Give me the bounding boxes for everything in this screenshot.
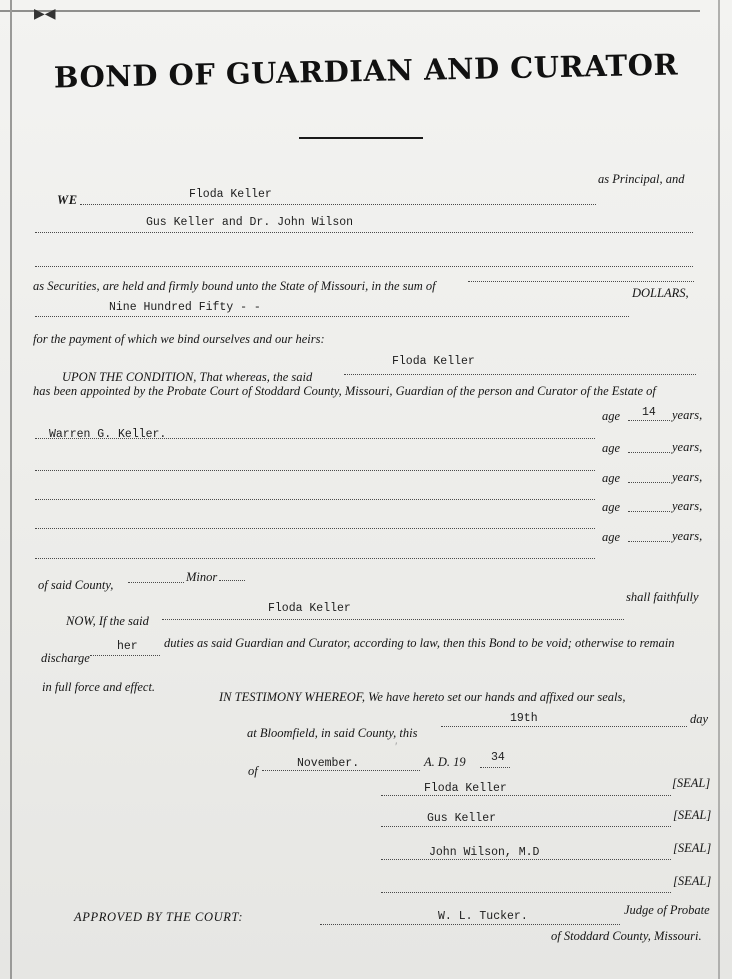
approved-label: APPROVED BY THE COURT: (74, 910, 244, 924)
document-title: BOND OF GUARDIAN AND CURATOR (53, 47, 679, 95)
securities-names: Gus Keller and Dr. John Wilson (146, 216, 354, 229)
month: November. (297, 757, 360, 770)
discharge-label: discharge (41, 651, 90, 665)
of-said-county-label: of said County, (38, 578, 114, 592)
signature-line-4 (381, 892, 671, 893)
minor-line-2 (35, 470, 595, 471)
year-suffix: 34 (491, 751, 505, 764)
duties-clause-text: duties as said Guardian and Curator, according to law, then this Bond to be void; otherwise to remain (164, 636, 675, 650)
page-edge-left (10, 0, 12, 979)
minor-name: Warren G. Keller. (49, 428, 167, 441)
signature-2: Gus Keller (427, 812, 497, 825)
principal-line (80, 204, 596, 205)
age-label-2: age (602, 441, 621, 455)
day-label: day (690, 712, 709, 726)
said-name-line (344, 374, 696, 375)
sum-line-end (468, 281, 694, 282)
seal-label-3: [SEAL] (673, 841, 712, 855)
years-label-4: years, (672, 499, 703, 513)
signature-line-1 (381, 795, 671, 796)
securities-line-1 (35, 232, 693, 233)
corner-arrows-icon: ▶◀ (34, 7, 56, 22)
county-line (128, 582, 184, 583)
page-edge-right (718, 0, 720, 979)
age-label-4: age (602, 500, 621, 514)
judge-line (320, 924, 620, 925)
at-bloomfield-text: at Bloomfield, in said County, this (247, 726, 418, 740)
appointed-text: has been appointed by the Probate Court of Stoddard County, Missouri, Guardian of the person and Curator of the Estate of (33, 384, 656, 398)
age-label-1: age (602, 409, 621, 423)
day-number: 19th (510, 712, 538, 725)
age-line-2 (628, 452, 670, 453)
age-line-3 (628, 482, 670, 483)
month-line (262, 770, 420, 771)
age-line-5 (628, 541, 670, 542)
years-label-5: years, (672, 529, 703, 543)
shall-faithfully-label: shall faithfully (626, 590, 699, 604)
pronoun: her (117, 640, 138, 653)
sum-amount: Nine Hundred Fifty - - (109, 301, 261, 314)
pen-mark: ′ (395, 739, 398, 753)
minor-age: 14 (642, 406, 656, 419)
minor-line-end (219, 580, 245, 581)
judge-name: W. L. Tucker. (438, 910, 528, 923)
years-label-3: years, (672, 470, 703, 484)
pronoun-line (90, 655, 160, 656)
of-stoddard-label: of Stoddard County, Missouri. (551, 929, 702, 943)
years-label-1: years, (672, 408, 703, 422)
age-line-4 (628, 511, 670, 512)
seal-label-2: [SEAL] (673, 808, 712, 822)
ad-year-label: A. D. 19 (424, 755, 466, 769)
minor-line-3 (35, 499, 595, 500)
title-divider (299, 137, 423, 139)
minor-line-4 (35, 528, 595, 529)
now-name: Floda Keller (268, 602, 351, 615)
page-edge-top (0, 10, 700, 12)
minor-line-5 (35, 558, 595, 559)
signature-1: Floda Keller (424, 782, 507, 795)
signature-line-2 (381, 826, 671, 827)
years-label-2: years, (672, 440, 703, 454)
said-name: Floda Keller (392, 355, 475, 368)
judge-of-probate-label: Judge of Probate (624, 903, 710, 917)
for-payment-text: for the payment of which we bind ourselves and our heirs: (33, 332, 325, 346)
age-label-5: age (602, 530, 621, 544)
now-name-line (162, 619, 624, 620)
day-line (441, 726, 687, 727)
as-principal-label: as Principal, and (598, 172, 685, 186)
year-line (480, 767, 510, 768)
full-force-text: in full force and effect. (42, 680, 156, 694)
seal-label-1: [SEAL] (672, 776, 711, 790)
upon-condition-text: UPON THE CONDITION, That whereas, the said (62, 370, 313, 384)
securities-line-2 (35, 266, 693, 267)
seal-label-4: [SEAL] (673, 874, 712, 888)
minor-label: Minor (186, 570, 218, 584)
signature-line-3 (381, 859, 671, 860)
now-if-text: NOW, If the said (66, 614, 149, 628)
age-line-1 (628, 420, 670, 421)
of-label: of (248, 764, 258, 778)
we-label: WE (57, 193, 78, 207)
sum-line (35, 316, 629, 317)
age-label-3: age (602, 471, 621, 485)
dollars-label: DOLLARS, (632, 286, 689, 300)
principal-name: Floda Keller (189, 188, 272, 201)
testimony-text: IN TESTIMONY WHEREOF, We have hereto set our hands and affixed our seals, (219, 690, 626, 704)
signature-3: John Wilson, M.D (429, 846, 540, 859)
as-securities-text: as Securities, are held and firmly bound unto the State of Missouri, in the sum of (33, 279, 436, 293)
